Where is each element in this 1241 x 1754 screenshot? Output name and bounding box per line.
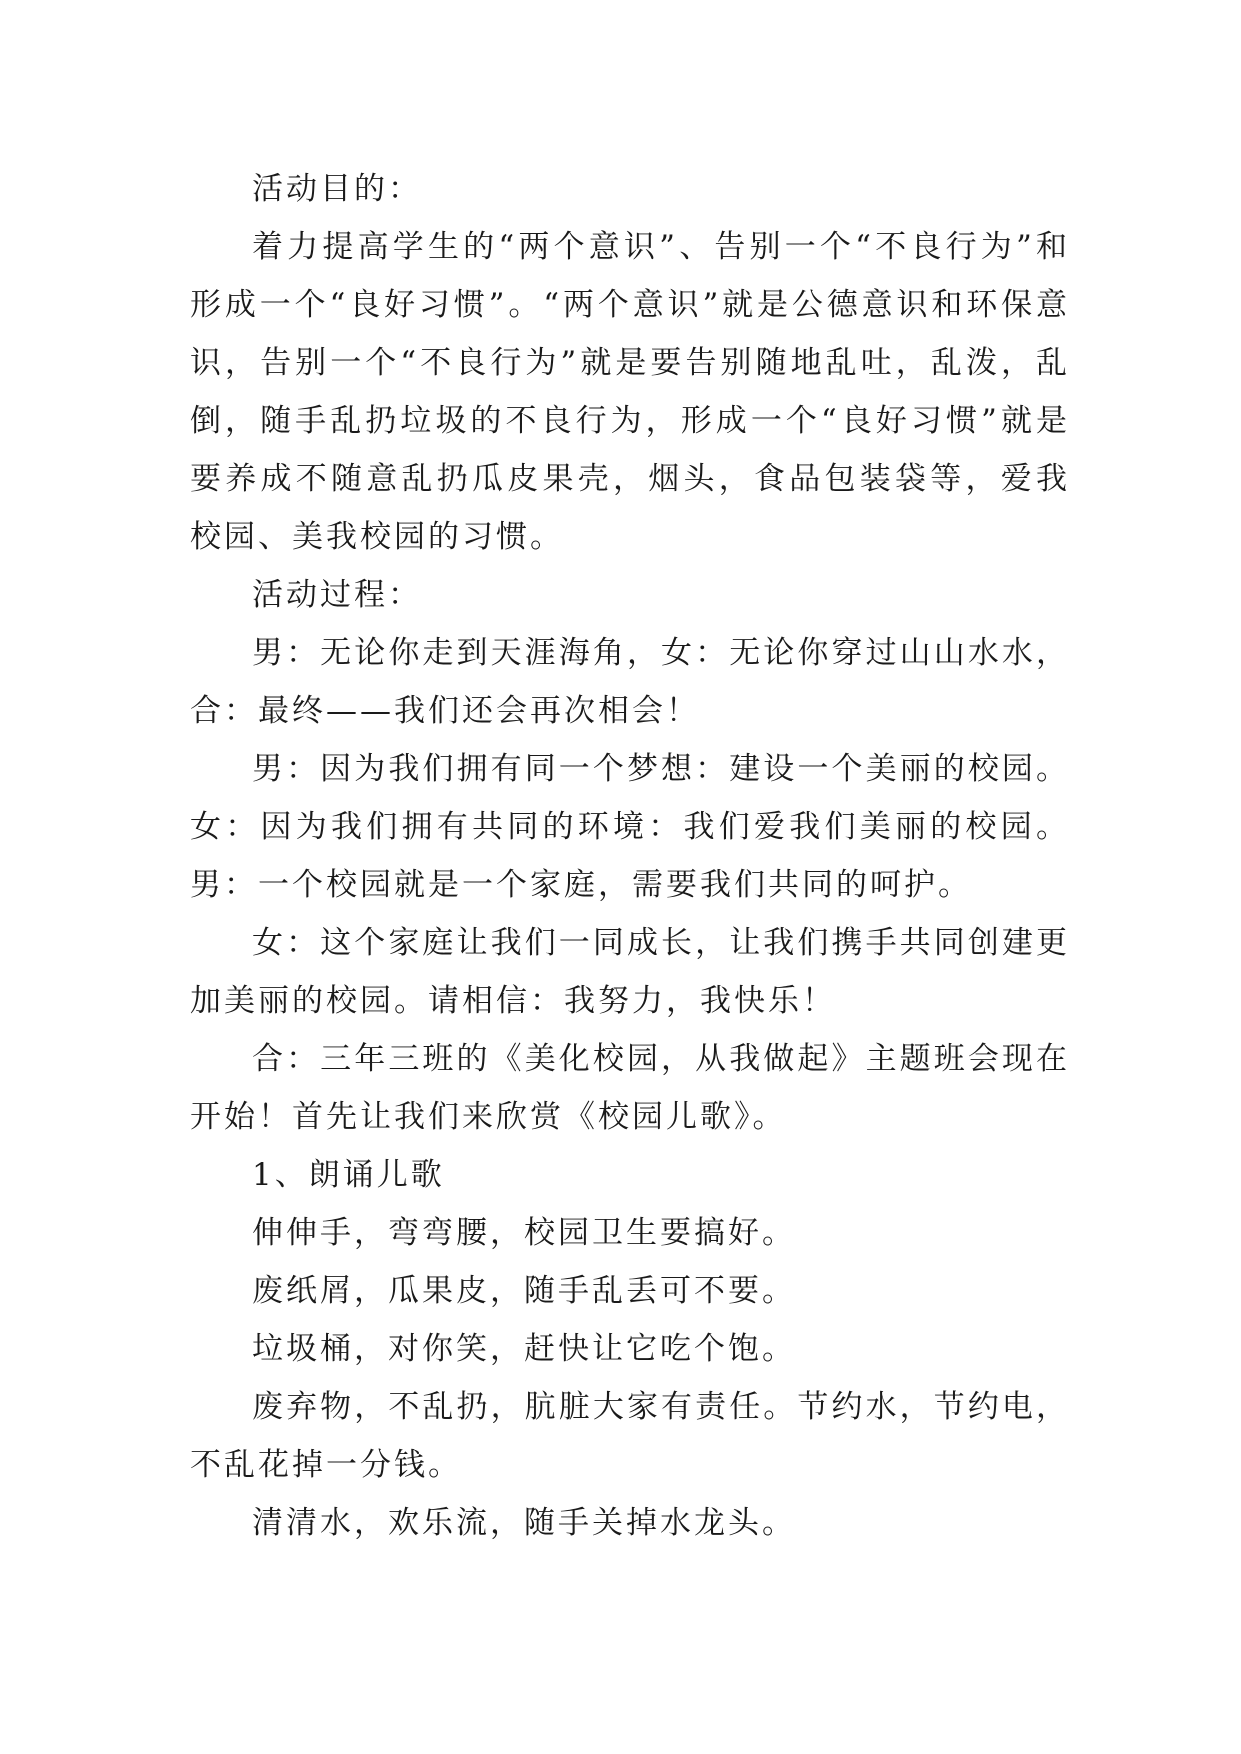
section-heading-purpose: 活动目的：	[252, 171, 422, 207]
section-heading-recite: 1、朗诵儿歌	[252, 1157, 445, 1193]
poem-line: 废弃物，不乱扔，肮脏大家有责任。节约水，节约电，不乱花掉一分钱。	[190, 1389, 1070, 1483]
paragraph-purpose: 着力提高学生的“两个意识”、告别一个“不良行为”和形成一个“良好习惯”。“两个意识”就是公德意识和环保意识，告别一个“不良行为”就是要告别随地乱吐，乱泼，乱倒，随手乱扔垃圾的不良行为，形成一个“良好习惯”就是要养成不随意乱扔瓜皮果壳，烟头，食品包装袋等，爱我校园、美我校园的习惯。	[190, 229, 1070, 555]
paragraph-dialogue-1: 男：无论你走到天涯海角，女：无论你穿过山山水水，合：最终——我们还会再次相会！	[190, 635, 1070, 729]
poem-line: 废纸屑，瓜果皮，随手乱丢可不要。	[252, 1273, 796, 1309]
poem-line: 垃圾桶，对你笑，赶快让它吃个饱。	[252, 1331, 796, 1367]
paragraph-dialogue-3: 女：这个家庭让我们一同成长，让我们携手共同创建更加美丽的校园。请相信：我努力，我快乐！	[190, 925, 1070, 1019]
document-page	[190, 160, 1070, 1552]
paragraph-dialogue-2: 男：因为我们拥有同一个梦想：建设一个美丽的校园。女：因为我们拥有共同的环境：我们爱我们美丽的校园。男：一个校园就是一个家庭，需要我们共同的呵护。	[190, 751, 1070, 903]
poem-line: 清清水，欢乐流，随手关掉水龙头。	[252, 1505, 796, 1541]
section-heading-process: 活动过程：	[252, 577, 422, 613]
poem-line: 伸伸手，弯弯腰，校园卫生要搞好。	[252, 1215, 796, 1251]
paragraph-dialogue-4: 合：三年三班的《美化校园，从我做起》主题班会现在开始！首先让我们来欣赏《校园儿歌》。	[190, 1041, 1070, 1135]
